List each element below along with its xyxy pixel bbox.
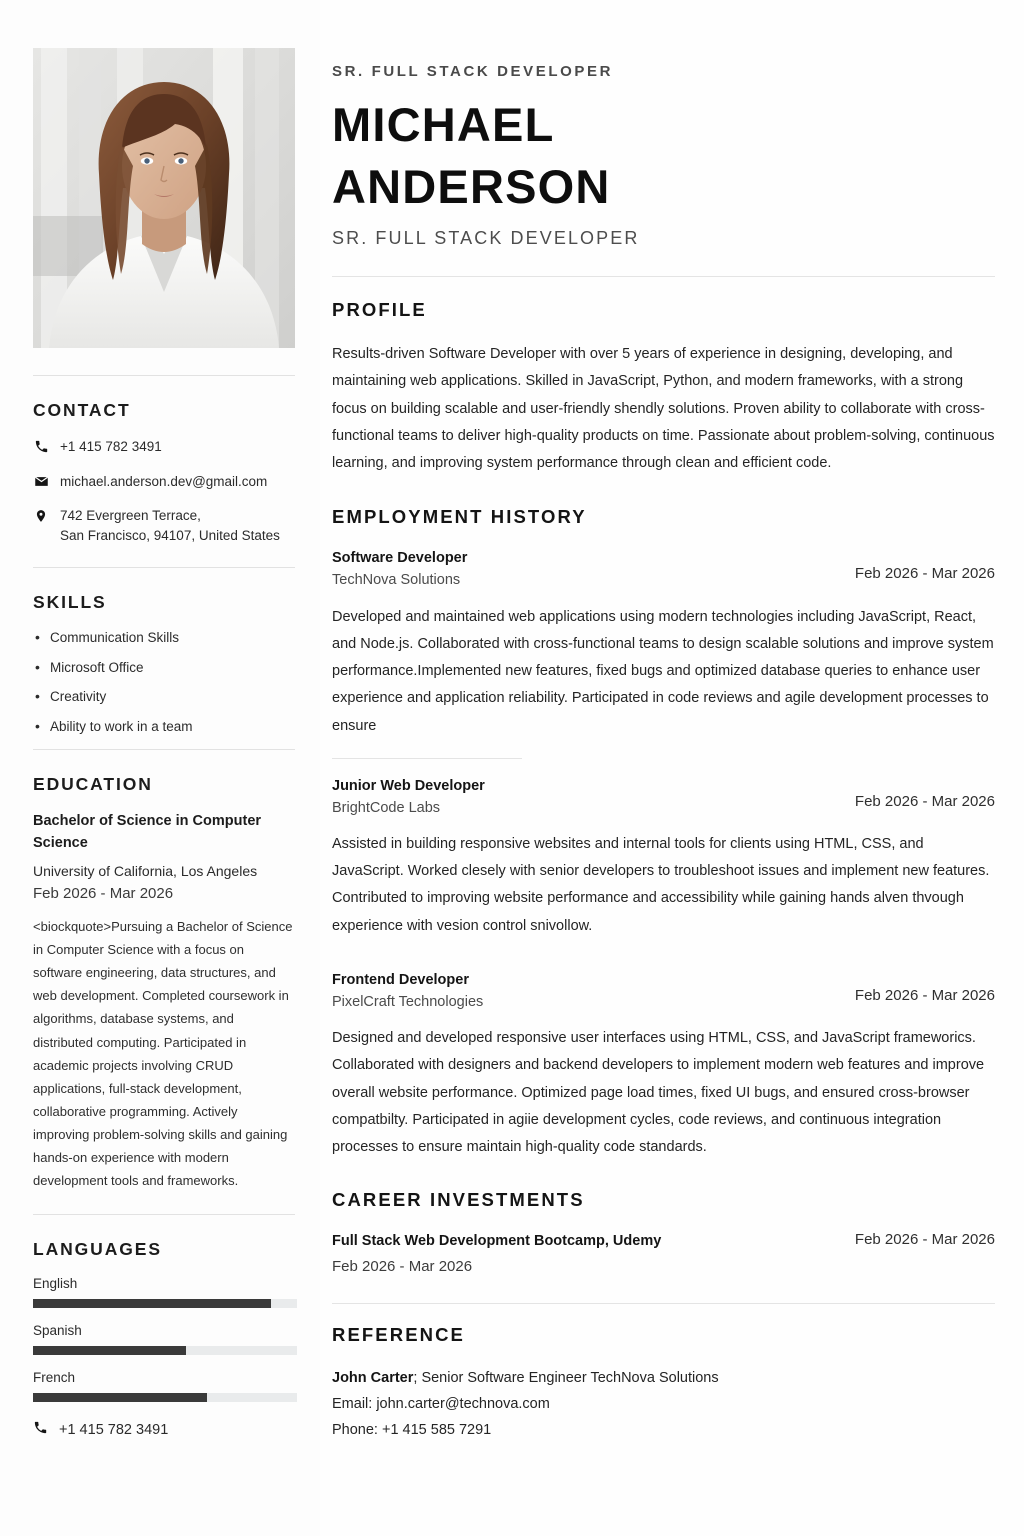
sidebar-divider-3 [33,749,295,750]
list-item: • Creativity [33,688,295,706]
contact-phone-text: +1 415 782 3491 [60,439,162,454]
career-investment-left [332,1231,661,1279]
education-degree: Bachelor of Science in Computer Science [33,813,262,852]
phone-icon [33,1420,48,1439]
education-description: <biockquote>Pursuing a Bachelor of Science in Computer Science with a focus on software engineering, data structures, and web development. Completed coursework in algorithms, database systems, and distributed computing. Participated in academic projects involving CRUD applications, full-stack development, collaborative programming. Actively improving problem-solving skills and gaining hands-on experience with modern development tools and frameworks. [33,918,293,1189]
career-investment-date: Feb 2026 - Mar 2026 [854,1231,995,1249]
languages-heading: LANGUAGES [33,1239,162,1260]
job-company: TechNova Solutions [332,572,461,589]
language-label: French [33,1370,76,1386]
footer-phone-row[interactable] [33,1420,295,1439]
envelope-icon [33,473,49,490]
profile-photo-illustration [33,48,295,348]
language-item-spanish [33,1323,295,1355]
employment-entry-header [332,776,995,820]
employment-heading: EMPLOYMENT HISTORY [332,506,587,528]
skills-heading: SKILLS [33,592,107,613]
employment-entry-header [332,548,995,592]
job-company: PixelCraft Technologies [332,993,484,1010]
sidebar-divider-2 [33,567,295,568]
job-description: Designed and developed responsive user interfaces using HTML, CSS, and JavaScript frameworics. Collaborated with designers and backend developers to implement modern web features and improve overall website performance. Optimized page load times, fixed UI bugs, and ensured cross-browser compatbilty. Participated in agiie development cycles, code reviews, and continuous integration processes to ensure maintain high-quality code standards. [332,1030,985,1156]
language-level-track [33,1346,297,1355]
reference-divider [332,1303,995,1304]
employment-entry-left [332,548,467,592]
skills-list [33,629,295,735]
employment-entry [332,776,995,940]
contact-address-block [60,506,280,545]
job-description: Assisted in building responsive websites and internal tools for clients using HTML, CSS, and JavaScript. Worked clesely with senior developers to troubleshoot issues and implement new features. Contributed to improving website performance and accessibility while gaining hands alven thvough experience with vesion control snivollow. [332,835,990,934]
career-investment-subtitle: Feb 2026 - Mar 2026 [332,1258,473,1276]
education-date: Feb 2026 - Mar 2026 [33,884,174,902]
language-label: English [33,1276,78,1292]
reference-phone: Phone: +1 415 585 7291 [332,1421,492,1438]
employment-entry-left [332,776,485,820]
employment-entry-left [332,970,483,1014]
sidebar-divider-1 [33,375,295,376]
language-level-fill [33,1393,207,1402]
sidebar [0,0,320,1536]
name-line-1: MICHAEL [332,98,555,151]
contact-phone-row[interactable] [33,437,295,457]
contact-email-row[interactable] [33,472,295,492]
reference-name: John Carter [332,1370,414,1387]
footer-phone-text: +1 415 782 3491 [59,1421,169,1438]
language-level-track [33,1393,297,1402]
employment-entry-header [332,970,995,1014]
education-heading: EDUCATION [33,774,153,795]
career-investments-heading: CAREER INVESTMENTS [332,1189,585,1211]
reference-name-line [332,1366,995,1392]
profile-text: Results-driven Software Developer with over 5 years of experience in designing, developing, and maintaining web applications. Skilled in JavaScript, Python, and modern frameworks, with a strong focus on building scalable and user-friendly shendly solutions. Proven ability to collaborate with cross-functional teams to deliver high-quality products on time. Passionate about problem-solving, continuous learning, and improving system performance through clean and efficient code. [332,346,995,472]
contact-email-text: michael.anderson.dev@gmail.com [60,473,268,489]
job-title: Frontend Developer [332,971,469,988]
job-date: Feb 2026 - Mar 2026 [854,986,995,1004]
job-date: Feb 2026 - Mar 2026 [854,565,995,583]
employment-entry [332,548,995,739]
job-title: Software Developer [332,550,468,567]
language-item-english [33,1276,295,1308]
job-company: BrightCode Labs [332,799,441,816]
name-line-2: ANDERSON [332,160,611,214]
job-date: Feb 2026 - Mar 2026 [854,792,995,810]
employment-entry [332,970,995,1161]
language-level-fill [33,1299,271,1308]
list-item: • Communication Skills [33,629,295,647]
contact-heading: CONTACT [33,400,131,420]
employment-separator [332,758,522,759]
education-school: University of California, Los Angeles [33,862,258,879]
career-investment-title: Full Stack Web Development Bootcamp, Udemy [332,1233,662,1250]
main-content [320,0,1024,1536]
profile-heading: PROFILE [332,299,427,321]
contact-address-row [33,506,295,545]
map-pin-icon [33,507,49,524]
language-level-track [33,1299,297,1308]
avatar [33,48,295,348]
language-label: Spanish [33,1323,82,1339]
language-item-french [33,1370,295,1402]
reference-role: ; Senior Software Engineer TechNova Solutions [413,1370,719,1387]
address-line-1: 742 Evergreen Terrace, [60,508,201,524]
header-divider [332,276,995,277]
role-kicker: SR. FULL STACK DEVELOPER [332,63,614,80]
reference-heading: REFERENCE [332,1324,465,1346]
list-item: • Microsoft Office [33,659,295,677]
job-description: Developed and maintained web applications using modern technologies including JavaScript, React, and Node.js. Collaborated with cross-functional teams to design scalable solutions and improve system performance.Implemented new features, fixed bugs and optimized database queries to enhance user experience and application reliability. Participated in code reviews and agile development processes to ensure [332,608,994,734]
role-subtitle: SR. FULL STACK DEVELOPER [332,228,640,249]
career-investment-entry [332,1231,995,1279]
phone-icon [33,438,49,455]
list-item: • Ability to work in a team [33,718,295,736]
sidebar-divider-4 [33,1214,295,1215]
page-title [332,94,995,218]
reference-email: Email: john.carter@technova.com [332,1395,550,1412]
address-line-2: San Francisco, 94107, United States [60,527,280,543]
job-title: Junior Web Developer [332,777,485,794]
employment-gap [332,944,995,970]
language-level-fill [33,1346,186,1355]
